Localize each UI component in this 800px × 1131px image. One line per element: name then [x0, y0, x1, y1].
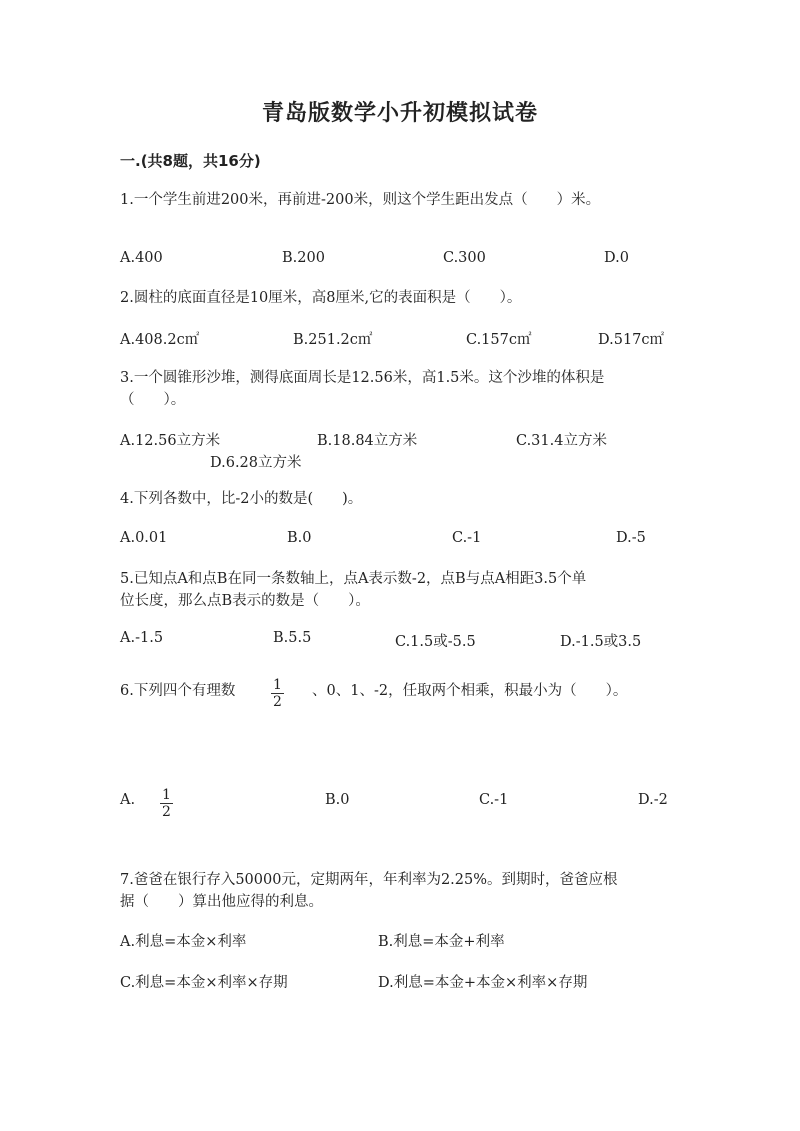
- q5-option-a: A.-1.5: [120, 630, 164, 646]
- q6-option-b: B.0: [325, 792, 350, 808]
- section-heading: 一.(共8题，共16分): [120, 152, 261, 170]
- question-5-line-1: 5.已知点A和点B在同一条数轴上，点A表示数-2，点B与点A相距3.5个单: [120, 571, 587, 587]
- q6-fraction-numerator: 1: [273, 677, 282, 693]
- q1-option-a: A.400: [120, 250, 163, 266]
- page-title: 青岛版数学小升初模拟试卷: [261, 101, 538, 126]
- q5-option-d: D.-1.5或3.5: [560, 634, 642, 650]
- question-6-suffix: 、0、1、-2，任取两个相乘，积最小为（ ）。: [312, 683, 628, 699]
- question-7-line-1: 7.爸爸在银行存入50000元，定期两年，年利率为2.25%。到期时，爸爸应根: [120, 872, 618, 888]
- q2-option-b: B.251.2c㎡: [293, 332, 373, 348]
- q6-option-d: D.-2: [638, 792, 668, 808]
- q7-option-a: A.利息=本金×利率: [120, 934, 247, 950]
- q4-option-c: C.-1: [452, 530, 482, 546]
- q5-option-c: C.1.5或-5.5: [395, 634, 476, 650]
- q6-option-a-label: A.: [120, 792, 136, 808]
- q1-option-b: B.200: [282, 250, 325, 266]
- q2-option-d: D.517c㎡: [598, 332, 665, 348]
- q7-option-d: D.利息=本金+本金×利率×存期: [378, 975, 588, 991]
- q7-option-b: B.利息=本金+利率: [378, 934, 505, 950]
- q3-option-d: D.6.28立方米: [210, 455, 302, 471]
- q4-option-a: A.0.01: [120, 530, 168, 546]
- question-3-line-2: （ ）。: [120, 392, 186, 408]
- q3-option-a: A.12.56立方米: [120, 433, 221, 449]
- question-4: 4.下列各数中，比-2小的数是( )。: [120, 491, 363, 507]
- q1-option-c: C.300: [443, 250, 486, 266]
- question-6-prefix: 6.下列四个有理数: [120, 683, 236, 699]
- q4-option-b: B.0: [287, 530, 312, 546]
- question-3-line-1: 3.一个圆锥形沙堆，测得底面周长是12.56米，高1.5米。这个沙堆的体积是: [120, 370, 605, 386]
- q6-option-a-fraction: [160, 787, 173, 820]
- q6-option-a-denominator: 2: [162, 804, 171, 820]
- q7-option-c: C.利息=本金×利率×存期: [120, 975, 288, 991]
- question-1: 1.一个学生前进200米，再前进-200米，则这个学生距出发点（ ）米。: [120, 192, 601, 208]
- q6-fraction-denominator: 2: [273, 694, 282, 710]
- question-2: 2.圆柱的底面直径是10厘米，高8厘米,它的表面积是（ ）。: [120, 290, 522, 306]
- question-7-line-2: 据（ ）算出他应得的利息。: [120, 894, 323, 910]
- q3-option-b: B.18.84立方米: [317, 433, 418, 449]
- question-5-line-2: 位长度，那么点B表示的数是（ ）。: [120, 593, 370, 609]
- q1-option-d: D.0: [604, 250, 629, 266]
- q6-fraction: [271, 677, 284, 710]
- q2-option-c: C.157c㎡: [466, 332, 532, 348]
- q5-option-b: B.5.5: [273, 630, 312, 646]
- q4-option-d: D.-5: [616, 530, 646, 546]
- q6-option-c: C.-1: [479, 792, 509, 808]
- q3-option-c: C.31.4立方米: [516, 433, 607, 449]
- q6-option-a-numerator: 1: [162, 787, 171, 803]
- q2-option-a: A.408.2c㎡: [120, 332, 200, 348]
